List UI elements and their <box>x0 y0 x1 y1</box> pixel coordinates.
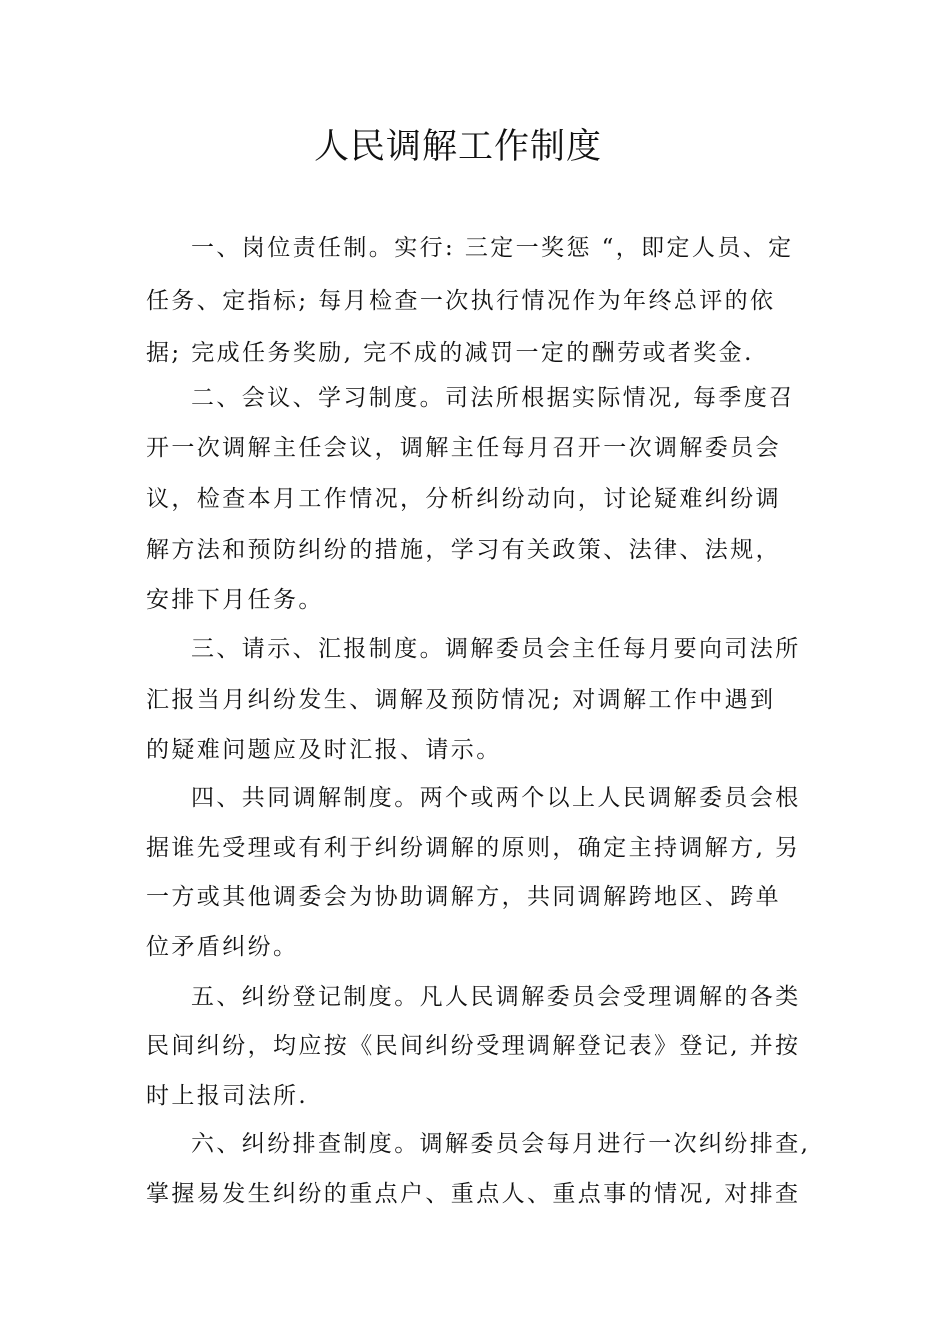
paragraph-1-line-2: 任务、定指标; 每月检查一次执行情况作为年终总评的依 <box>146 288 776 314</box>
paragraph-1-line-1: 一、岗位责任制。实行: 三定一奖惩 “，即定人员、定 <box>191 235 794 261</box>
paragraph-3-line-1: 三、请示、汇报制度。调解委员会主任每月要向司法所 <box>191 636 801 662</box>
paragraph-4-line-3: 一方或其他调委会为协助调解方，共同调解跨地区、跨单 <box>146 884 781 910</box>
paragraph-5-line-1: 五、纠纷登记制度。凡人民调解委员会受理调解的各类 <box>191 984 801 1010</box>
paragraph-2-line-4: 解方法和预防纠纷的措施，学习有关政策、法律、法规， <box>146 537 781 563</box>
paragraph-3-line-2: 汇报当月纠纷发生、调解及预防情况; 对调解工作中遇到 <box>146 687 776 713</box>
paragraph-1-line-3: 据; 完成任务奖励, 完不成的减罚一定的酬劳或者奖金. <box>146 340 754 366</box>
paragraph-3-line-3: 的疑难问题应及时汇报、请示。 <box>146 737 502 763</box>
paragraph-2-line-3: 议，检查本月工作情况，分析纠纷动向，讨论疑难纠纷调 <box>146 486 781 512</box>
paragraph-2-line-2: 开一次调解主任会议，调解主任每月召开一次调解委员会 <box>146 435 781 461</box>
paragraph-4-line-1: 四、共同调解制度。两个或两个以上人民调解委员会根 <box>191 785 801 811</box>
document-title: 人民调解工作制度 <box>313 127 602 167</box>
paragraph-6-line-1: 六、纠纷排查制度。调解委员会每月进行一次纠纷排查, <box>191 1131 811 1157</box>
paragraph-2-line-1: 二、会议、学习制度。司法所根据实际情况, 每季度召 <box>191 385 795 411</box>
paragraph-2-line-5: 安排下月任务。 <box>146 587 324 613</box>
paragraph-4-line-2: 据谁先受理或有利于纠纷调解的原则，确定主持调解方, 另 <box>146 835 801 861</box>
paragraph-4-line-4: 位矛盾纠纷。 <box>146 934 299 960</box>
paragraph-5-line-3: 时上报司法所. <box>146 1083 309 1109</box>
paragraph-6-line-2: 掌握易发生纠纷的重点户、重点人、重点事的情况, 对排查 <box>146 1181 801 1207</box>
paragraph-5-line-2: 民间纠纷，均应按《民间纠纷受理调解登记表》登记, 并按 <box>146 1033 801 1059</box>
